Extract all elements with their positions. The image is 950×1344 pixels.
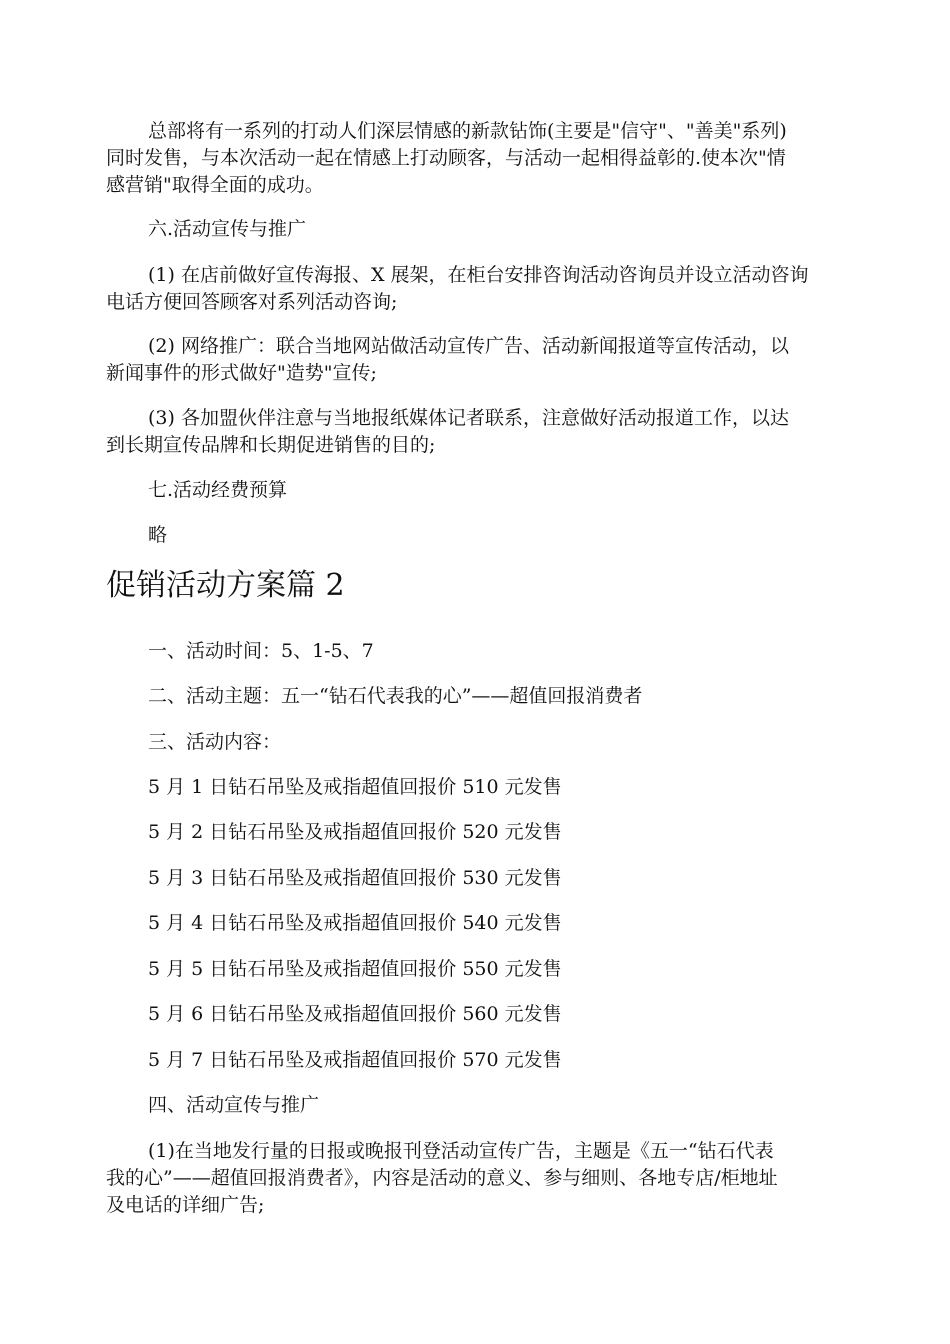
text-line: (1)在当地发行量的日报或晚报刊登活动宣传广告，主题是《五一“钻石代表: [148, 1140, 774, 1162]
promotion-item-3: [106, 405, 846, 458]
text-line: 新闻事件的形式做好"造势"宣传;: [106, 362, 377, 384]
text-line: 感营销"取得全面的成功。: [106, 174, 324, 196]
section-title-budget: 七.活动经费预算: [148, 479, 288, 501]
promotion-item-2-1: [106, 1138, 846, 1218]
text-line: 及电话的详细广告;: [106, 1194, 265, 1216]
section-title-promotion-2: 四、活动宣传与推广: [148, 1094, 320, 1116]
daily-item: 5 月 7 日钻石吊坠及戒指超值回报价 570 元发售: [148, 1049, 562, 1071]
text-line: 到长期宣传品牌和长期促进销售的目的;: [106, 434, 436, 456]
daily-item: 5 月 2 日钻石吊坠及戒指超值回报价 520 元发售: [148, 821, 562, 843]
text-line: 我的心”——超值回报消费者》，内容是活动的意义、参与细则、各地专店/柜地址: [106, 1167, 778, 1189]
text-line: (3) 各加盟伙伴注意与当地报纸媒体记者联系，注意做好活动报道工作，以达: [148, 407, 789, 429]
daily-item: 5 月 3 日钻石吊坠及戒指超值回报价 530 元发售: [148, 867, 562, 889]
promotion-item-2: [106, 333, 846, 386]
section-title-promotion: 六.活动宣传与推广: [148, 218, 307, 240]
article-heading: 促销活动方案篇 2: [106, 568, 345, 603]
daily-item: 5 月 1 日钻石吊坠及戒指超值回报价 510 元发售: [148, 776, 562, 798]
text-line: 总部将有一系列的打动人们深层情感的新款钻饰(主要是"信守"、"善美"系列): [148, 120, 787, 142]
daily-item: 5 月 5 日钻石吊坠及戒指超值回报价 550 元发售: [148, 958, 562, 980]
promotion-item-1: [106, 262, 846, 315]
daily-item: 5 月 4 日钻石吊坠及戒指超值回报价 540 元发售: [148, 912, 562, 934]
budget-text: 略: [148, 524, 168, 546]
text-line: 电话方便回答顾客对系列活动咨询;: [106, 291, 398, 313]
activity-theme: 二、活动主题：五一“钻石代表我的心”——超值回报消费者: [148, 685, 643, 707]
daily-item: 5 月 6 日钻石吊坠及戒指超值回报价 560 元发售: [148, 1003, 562, 1025]
intro-paragraph: [106, 118, 846, 198]
text-line: 同时发售，与本次活动一起在情感上打动顾客，与活动一起相得益彰的.使本次"情: [106, 147, 786, 169]
text-line: (1) 在店前做好宣传海报、X 展架，在柜台安排咨询活动咨询员并设立活动咨询: [148, 264, 809, 286]
activity-time: 一、活动时间：5、1-5、7: [148, 640, 374, 662]
text-line: (2) 网络推广：联合当地网站做活动宣传广告、活动新闻报道等宣传活动，以: [148, 335, 789, 357]
activity-content-title: 三、活动内容：: [148, 731, 282, 753]
